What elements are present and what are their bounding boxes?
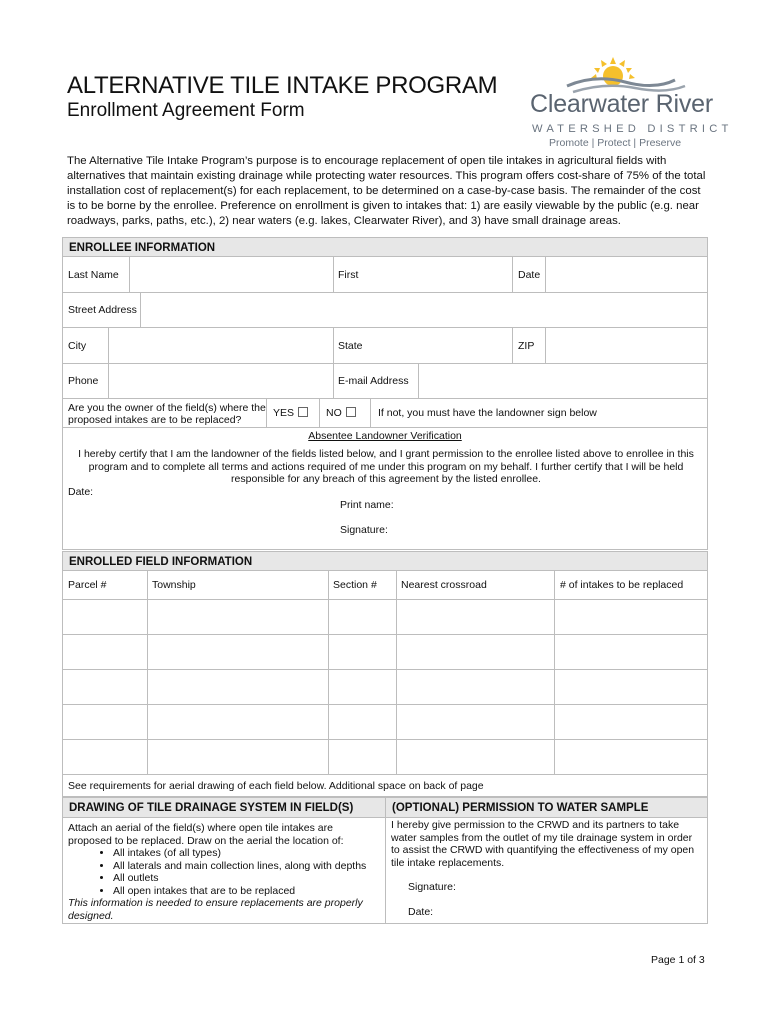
list-item: • All outlets (113, 872, 378, 885)
email-label: E-mail Address (338, 375, 409, 387)
logo-name: Clearwater River (530, 90, 713, 118)
water-date-field[interactable] (440, 904, 702, 920)
field-heading: ENROLLED FIELD INFORMATION (63, 552, 707, 570)
drawing-requirements (68, 847, 378, 897)
list-item: • All intakes (of all types) (113, 847, 378, 860)
logo-district: WATERSHED DISTRICT (532, 123, 733, 135)
table-row[interactable] (63, 740, 707, 774)
page-title: ALTERNATIVE TILE INTAKE PROGRAM (67, 72, 498, 99)
street-address-field[interactable] (141, 293, 707, 326)
state-label: State (338, 340, 363, 352)
col-section: Section # (333, 579, 377, 591)
date-field[interactable] (546, 257, 707, 291)
absentee-date-label: Date: (68, 486, 94, 498)
water-date-label: Date: (408, 906, 434, 918)
first-name-field[interactable] (366, 257, 511, 291)
col-intakes: # of intakes to be replaced (560, 579, 684, 591)
date-label: Date (518, 269, 541, 281)
water-text: I hereby give permission to the CRWD and its partners to take water samples from the outlet of my tile drainage system in order to assist the CRWD with quantifying the effectiveness of my open tile intake replacements. (391, 819, 695, 869)
list-item: • All laterals and main collection lines, along with depths (113, 860, 378, 873)
drawing-intro: Attach an aerial of the field(s) where open tile intakes are proposed to be replaced. Draw on the aerial the location of: (68, 822, 344, 847)
intro-paragraph: The Alternative Tile Intake Program’s purpose is to encourage replacement of open tile intakes in agricultural fields with alternatives that maintain existing drainage while protecting water resources. This program offers cost-share of 75% of the total installation cost of replacement(s) for each replacement, to be determined on a case-by-case basis. The remainder of the cost is to be borne by the enrollee. Preference on enrollment is given to intakes that: 1) are easily viewable by the public (e.g. near roadways, parks, paths, etc.), 2) near waters (e.g. lakes, Clearwater River), and 3) have small drainage areas. (67, 155, 706, 227)
street-label: Street Address (68, 304, 137, 316)
water-signature-field[interactable] (462, 879, 702, 895)
last-name-field[interactable] (130, 257, 333, 291)
field-note: See requirements for aerial drawing of each field below. Additional space on back of page (68, 780, 484, 792)
last-name-label: Last Name (68, 269, 119, 281)
first-name-label: First (338, 269, 359, 281)
city-field[interactable] (109, 328, 333, 362)
email-field[interactable] (419, 364, 707, 397)
water-signature-label: Signature: (408, 881, 456, 893)
drawing-body (68, 822, 378, 922)
enrollee-heading: ENROLLEE INFORMATION (63, 238, 707, 256)
drawing-note: This information is needed to ensure replacements are properly designed. (68, 897, 363, 922)
col-parcel: Parcel # (68, 579, 107, 591)
table-row[interactable] (63, 670, 707, 704)
print-name-label: Print name: (340, 499, 394, 511)
yes-checkbox[interactable] (298, 407, 308, 417)
table-row[interactable] (63, 635, 707, 669)
zip-field[interactable] (546, 328, 707, 362)
owner-no-option[interactable] (326, 407, 356, 419)
owner-yes-option[interactable] (273, 407, 308, 419)
logo-tagline: Promote | Protect | Preserve (549, 137, 682, 149)
no-label: NO (326, 407, 342, 419)
certify-text: I hereby certify that I am the landowner of the fields listed below, and I grant permission to the enrollee listed above to enrollee in this program and to complete all terms and actions required of me under this program on my behalf. I further certify that I will be held responsible for any breach of this agreement by the listed enrollee. (78, 448, 694, 485)
list-item: • All open intakes that are to be replaced (113, 885, 378, 898)
page-subtitle: Enrollment Agreement Form (67, 100, 305, 121)
owner-question: Are you the owner of the field(s) where the proposed intakes are to be replaced? (68, 402, 266, 426)
yes-label: YES (273, 407, 295, 419)
water-heading: (OPTIONAL) PERMISSION TO WATER SAMPLE (386, 798, 707, 817)
col-township: Township (152, 579, 196, 591)
absentee-title: Absentee Landowner Verification (308, 430, 462, 442)
zip-label: ZIP (518, 340, 535, 352)
city-label: City (68, 340, 87, 352)
phone-label: Phone (68, 375, 99, 387)
no-checkbox[interactable] (346, 407, 356, 417)
phone-field[interactable] (109, 364, 333, 397)
absentee-signature-label: Signature: (340, 524, 388, 536)
page-number: Page 1 of 3 (651, 954, 705, 966)
col-crossroad: Nearest crossroad (401, 579, 487, 591)
table-row[interactable] (63, 600, 707, 634)
state-field[interactable] (366, 328, 511, 362)
drawing-heading: DRAWING OF TILE DRAINAGE SYSTEM IN FIELD(S) (63, 798, 385, 817)
table-row[interactable] (63, 705, 707, 739)
print-name-field[interactable] (400, 497, 700, 513)
if-not-note: If not, you must have the landowner sign below (378, 407, 597, 419)
absentee-signature-field[interactable] (395, 522, 700, 538)
